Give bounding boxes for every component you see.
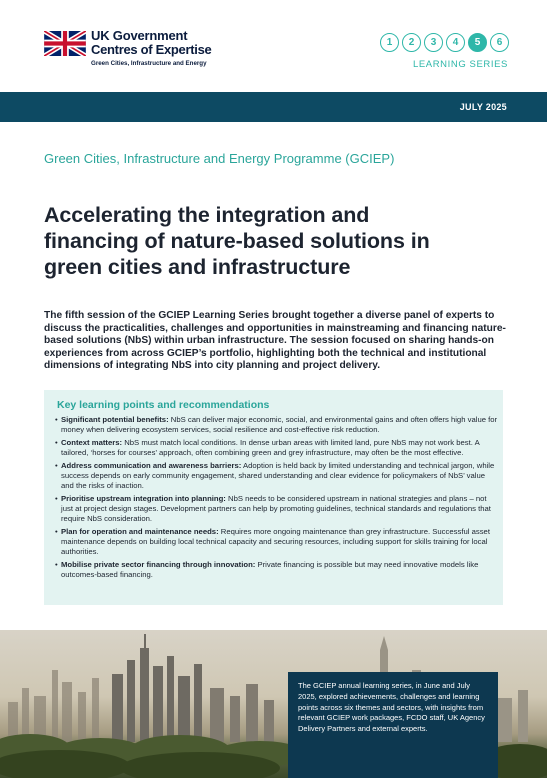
point-heading: Significant potential benefits: bbox=[61, 415, 169, 424]
point-heading: Mobilise private sector financing through innovation: bbox=[61, 560, 256, 570]
point-text: NbS can deliver major economic, social, and environmental gains and often offers high value for money when delivering ecosystem services, social resilience and cost-effective risk reduction. bbox=[61, 415, 498, 435]
page-title bbox=[44, 202, 514, 280]
list-item bbox=[55, 527, 499, 558]
page-header bbox=[0, 0, 547, 92]
key-points-title: Key learning points and recommendations bbox=[57, 399, 270, 411]
point-text: Requires more ongoing maintenance than grey infrastructure. Successful asset maintenance depends on building local technical capacity and securing resources, including support for skills training for local authorities. bbox=[61, 527, 490, 557]
point-heading: Plan for operation and maintenance needs: bbox=[61, 527, 219, 537]
bullet-icon: • bbox=[55, 560, 58, 570]
publication-date: JULY 2025 bbox=[459, 102, 507, 112]
programme-name: Green Cities, Infrastructure and Energy Programme (GCIEP) bbox=[44, 151, 395, 166]
learning-series-label: LEARNING SERIES bbox=[412, 59, 508, 70]
point-text: NbS needs to be considered upstream in national strategies and plans – not just at project design stages. Development partners can help by promoting guidelines, technical standards and regulations that require NbS consideration. bbox=[61, 493, 491, 524]
point-text: Adoption is held back by limited understanding and technical jargon, while success depends on early community engagement, shared understanding and clear evidence for policymakers of NbS’ value and the risks of inaction. bbox=[61, 460, 495, 491]
brand-line-government: UK Government bbox=[91, 28, 188, 43]
title-line-2: financing of nature-based solutions in bbox=[44, 229, 430, 253]
list-item bbox=[55, 438, 499, 458]
point-heading: Address communication and awareness barriers: bbox=[61, 460, 242, 470]
step-4: 4 bbox=[446, 33, 465, 52]
step-1: 1 bbox=[380, 33, 399, 52]
point-text: Private financing is possible but may need innovative models like outcomes-based financing. bbox=[61, 560, 479, 580]
brand-line-centres: Centres of Expertise bbox=[91, 42, 212, 57]
bullet-icon: • bbox=[55, 415, 58, 424]
brand-logo-text bbox=[91, 29, 211, 69]
key-points-box bbox=[44, 390, 503, 605]
bullet-icon: • bbox=[55, 437, 58, 447]
step-2: 2 bbox=[402, 33, 421, 52]
step-3: 3 bbox=[424, 33, 443, 52]
list-item bbox=[55, 461, 499, 492]
point-heading: Prioritise upstream integration into planning: bbox=[61, 493, 226, 503]
intro-paragraph: The fifth session of the GCIEP Learning Series brought together a diverse panel of experts to discuss the practicalities, challenges and opportunities in mainstreaming and financing nature-based solutions (NbS) within urban infrastructure. The session focused on sharing hands-on experiences from across GCIEP’s portfolio, highlighting both the technical and institutional dimensions of integrating NbS into city planning and project delivery. bbox=[44, 310, 506, 372]
title-line-3: green cities and infrastructure bbox=[44, 255, 351, 279]
series-step-indicator bbox=[380, 33, 509, 52]
step-5-active: 5 bbox=[468, 33, 487, 52]
step-6: 6 bbox=[490, 33, 509, 52]
list-item bbox=[55, 415, 499, 435]
bullet-icon: • bbox=[55, 493, 58, 503]
info-box-text: The GCIEP annual learning series, in June and July 2025, explored achievements, challenges and learning points across six themes and sectors, with insights from relevant GCIEP work packages, FCDO staff, UK Agency Delivery Partners and external experts. bbox=[298, 681, 485, 734]
learning-series-info-box bbox=[288, 672, 498, 778]
bullet-icon: • bbox=[55, 527, 58, 537]
point-heading: Context matters: bbox=[61, 437, 123, 447]
key-points-list bbox=[55, 415, 499, 583]
brand-line-subtitle: Green Cities, Infrastructure and Energy bbox=[91, 60, 207, 67]
bullet-icon: • bbox=[55, 460, 58, 470]
list-item bbox=[55, 560, 499, 580]
union-jack-flag-icon bbox=[44, 31, 86, 56]
point-text: NbS must match local conditions. In dense urban areas with limited land, pure NbS may not work best. A tailored, ‘horses for courses’ approach, often combining green and grey infrastructure, may often be the most effective. bbox=[61, 437, 480, 458]
list-item bbox=[55, 494, 499, 525]
title-line-1: Accelerating the integration and bbox=[44, 203, 370, 227]
date-bar bbox=[0, 92, 547, 122]
